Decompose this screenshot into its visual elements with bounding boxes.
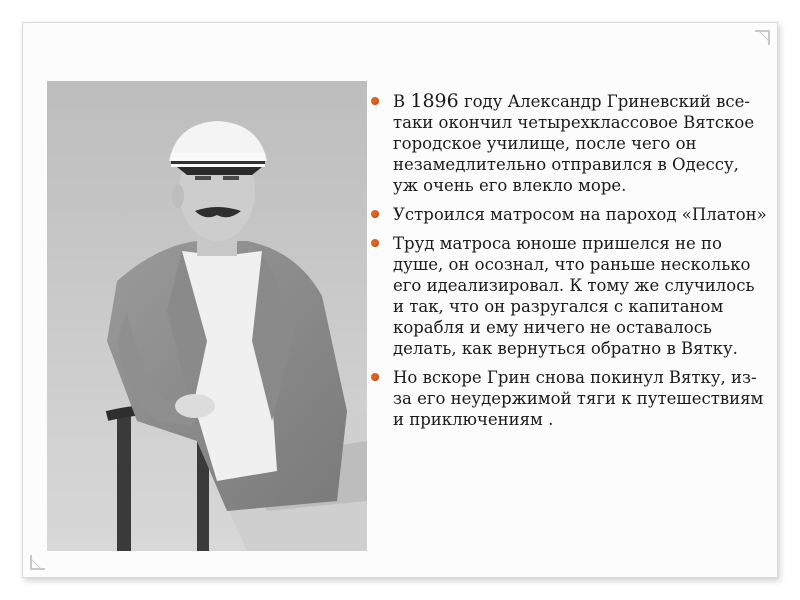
paragraph-lead: В: [393, 92, 411, 111]
paragraph-text: году Александр Гриневский все-таки окончил четырехклассовое Вятское городское училище, после чего он незамедлительно отправился в Одессу, уж очень его влекло море.: [393, 92, 755, 195]
portrait-photo: [47, 81, 367, 551]
bullet-dot-icon: [371, 239, 379, 247]
paragraph-text: Устроился матросом на пароход «Платон»: [393, 205, 767, 224]
bullet-dot-icon: [371, 97, 379, 105]
bullet-item-4: [369, 367, 769, 430]
year-number: 1896: [410, 90, 459, 112]
slide-text: [369, 91, 769, 438]
bullet-item-1: [369, 91, 769, 196]
bullet-dot-icon: [371, 210, 379, 218]
corner-ornament-icon: [753, 29, 771, 47]
paragraph-text: Но вскоре Грин снова покинул Вятку, из-за его неудержимой тяги к путешествиям и приключениям .: [393, 368, 764, 429]
bullet-item-2: [369, 204, 769, 225]
bullet-dot-icon: [371, 373, 379, 381]
portrait-image: [47, 81, 367, 551]
paragraph-text: Труд матроса юноше пришелся не по душе, он осознал, что раньше несколько его идеализировал. К тому же случилось и так, что он разругался с капитаном корабля и ему ничего не оставалось делать, как вернуться обратно в Вятку.: [393, 234, 755, 358]
corner-ornament-icon: [29, 553, 47, 571]
bullet-item-3: [369, 233, 769, 359]
bullet-list: [369, 91, 769, 430]
slide-frame: [22, 22, 778, 578]
